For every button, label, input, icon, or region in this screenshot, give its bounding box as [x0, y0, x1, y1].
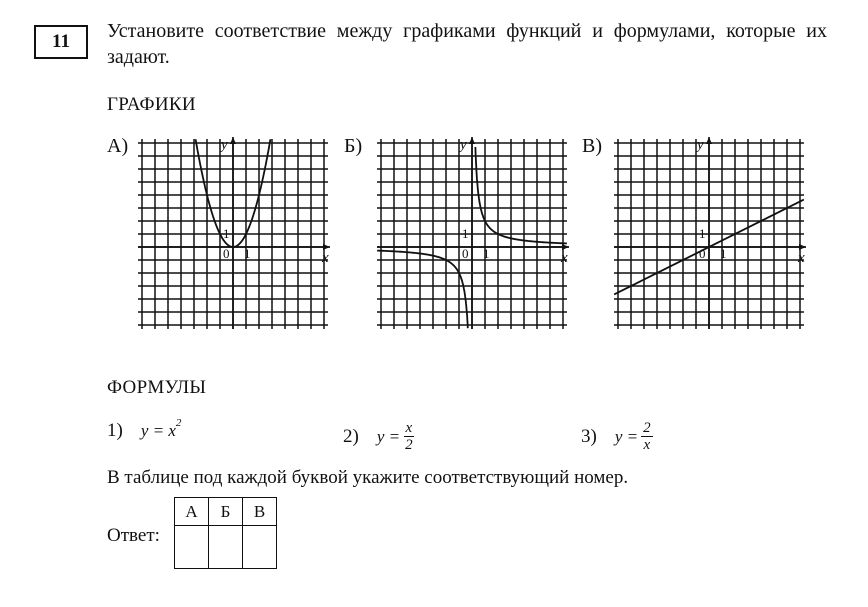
formula-1 [107, 417, 182, 442]
task-statement: Установите соответствие между графиками функций и формулами, которые их задают. [107, 20, 827, 68]
graph-a-parabola [136, 137, 336, 337]
y-axis-label: y [697, 137, 704, 153]
formula-2-denominator: 2 [405, 437, 413, 453]
graph-letter-a: А) [107, 135, 129, 157]
formula-2-numerator: x [405, 420, 413, 436]
x-axis-label: x [798, 250, 805, 266]
answer-column-b: Б [209, 498, 243, 526]
y-axis-arrow [469, 137, 475, 144]
y-axis-label: y [460, 137, 467, 153]
x-axis-label: x [322, 250, 329, 266]
formula-1-exponent: 2 [175, 417, 182, 429]
formula-2-lhs: y = [376, 426, 401, 446]
graphs-heading: ГРАФИКИ [107, 94, 196, 115]
formula-2-number: 2) [343, 425, 359, 447]
formula-2-fraction [403, 420, 415, 453]
formula-3-denominator: x [643, 437, 651, 453]
function-curve [377, 251, 468, 329]
graph-letter-v: В) [582, 135, 602, 157]
formula-3 [581, 420, 653, 453]
unit-x-label: 1 [483, 246, 490, 261]
task-number-box [34, 25, 88, 59]
answer-table [174, 497, 277, 569]
answer-cell-v[interactable] [243, 526, 277, 569]
formula-1-number: 1) [107, 420, 123, 441]
graph-b-hyperbola [375, 137, 575, 337]
unit-x-label: 1 [244, 246, 251, 261]
graph-v-line [612, 137, 812, 337]
unit-x-label: 1 [720, 246, 727, 261]
formulas-heading: ФОРМУЛЫ [107, 377, 207, 398]
formula-2 [343, 420, 415, 453]
graph-letter-b: Б) [344, 135, 363, 157]
answer-column-v: В [243, 498, 277, 526]
unit-y-label: 1 [699, 226, 706, 241]
x-axis-label: x [561, 250, 568, 266]
formula-3-lhs: y = [614, 426, 639, 446]
origin-label: 0 [223, 246, 230, 261]
answer-label: Ответ: [107, 525, 160, 546]
y-axis-arrow [230, 137, 236, 144]
formula-3-number: 3) [581, 425, 597, 447]
origin-label: 0 [699, 246, 706, 261]
unit-y-label: 1 [223, 226, 230, 241]
formula-3-fraction [641, 420, 653, 453]
y-axis-label: y [221, 137, 228, 153]
origin-label: 0 [462, 246, 469, 261]
instruction-text: В таблице под каждой буквой укажите соответствующий номер. [107, 467, 629, 488]
y-axis-arrow [706, 137, 712, 144]
answer-cell-b[interactable] [209, 526, 243, 569]
answer-cell-a[interactable] [175, 526, 209, 569]
formula-3-numerator: 2 [643, 420, 651, 436]
task-number: 11 [52, 31, 70, 52]
unit-y-label: 1 [462, 226, 469, 241]
answer-column-a: А [175, 498, 209, 526]
formula-1-lhs: y = x [140, 421, 176, 440]
